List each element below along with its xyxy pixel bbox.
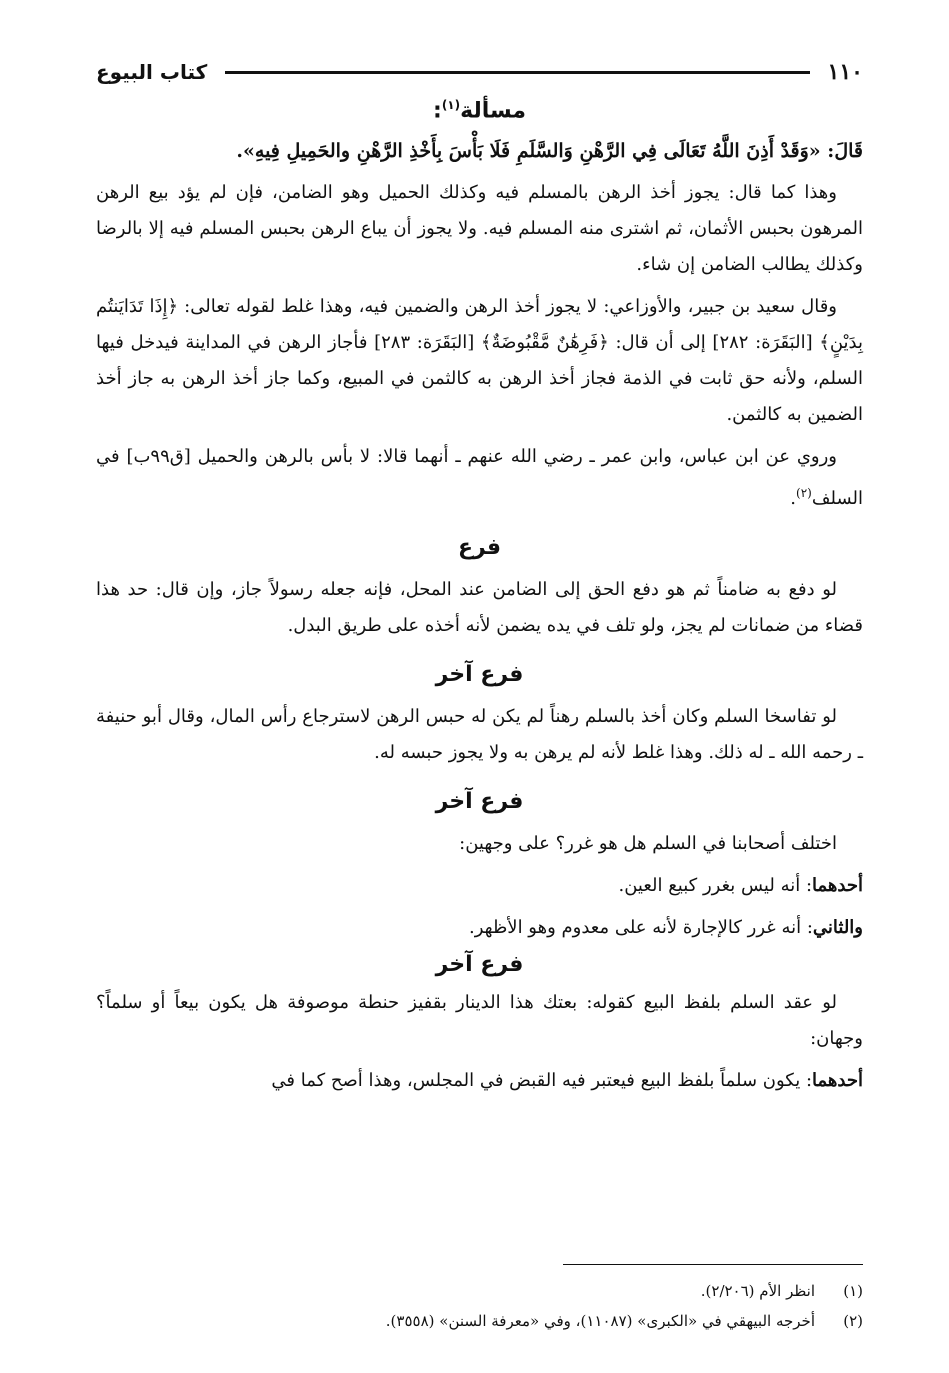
footnotes <box>96 1276 863 1336</box>
text-first: : أنه ليس بغرر كبيع العين. <box>618 875 813 897</box>
narration-end: . <box>790 488 797 510</box>
paragraph-far4-first <box>96 1063 863 1099</box>
footnote-text: أخرجه البيهقي في «الكبرى» (١١٠٨٧)، وفي «معرفة السنن» (٣٥٥٨). <box>385 1312 815 1330</box>
quoted-text: قَالَ: «وَقَدْ أَذِنَ اللَّهُ تَعَالَى فِي الرَّهْنِ وَالسَّلَمِ فَلَا بَأْسَ بِأَخْذِ الرَّهْنِ والحَمِيلِ فِيهِ». <box>236 140 863 163</box>
section-title-far4: فرع آخر <box>435 952 524 978</box>
header-rule <box>225 71 809 74</box>
page-header <box>96 52 863 92</box>
label-first: أحدهما <box>812 875 863 897</box>
paragraph-narration <box>96 439 863 517</box>
label-far4-first: أحدهما <box>812 1070 863 1092</box>
section-title-far3: فرع آخر <box>435 789 524 815</box>
paragraph-far3-second <box>96 910 863 946</box>
footnote-divider <box>563 1264 863 1265</box>
masala-colon: : <box>433 98 442 124</box>
footnote-ref-2[interactable]: (٢) <box>796 486 812 501</box>
paragraph-explanation: وهذا كما قال: يجوز أخذ الرهن بالمسلم فيه وكذلك الحميل وهو الضامن، فإن لم يؤد بيع الرهن المرهون بحبس الأثمان، ثم اشترى منه المسلم فيه. ولا يجوز أن يباع الرهن بحبس المسلم فيه إلا بالرضا وكذلك يطالب الضامن إن شاء. <box>96 182 863 276</box>
label-second: والثاني <box>812 917 863 939</box>
footnote-item <box>96 1306 863 1336</box>
footnote-number: (٢) <box>843 1312 863 1330</box>
paragraph-far4-intro: لو عقد السلم بلفظ البيع كقوله: بعتك هذا الدينار بقفيز حنطة موصوفة هل يكون بيعاً أو سلماً؟ وجهان: <box>96 992 863 1050</box>
text-second: : أنه غرر كالإجارة لأنه على معدوم وهو الأظهر. <box>469 917 813 939</box>
text-far4-first: : يكون سلماً بلفظ البيع فيعتبر فيه القبض في المجلس، وهذا أصح كما في <box>271 1070 813 1092</box>
paragraph-far2: لو تفاسخا السلم وكان أخذ بالسلم رهناً لم يكن له حبس الرهن لاسترجاع رأس المال، وقال أبو حنيفة ـ رحمه الله ـ له ذلك. وهذا غلط لأنه لم يرهن به ولا يجوز حبسه له. <box>96 706 863 764</box>
footnote-ref-1[interactable]: (١) <box>441 98 461 112</box>
paragraph-far1: لو دفع به ضامناً ثم هو دفع الحق إلى الضامن عند المحل، فإنه جعله رسولاً جاز، وإن قال: حد هذا قضاء من ضمانات لم يجز، ولو تلف في يده يضمن لأنه أخذه على طريق البدل. <box>96 579 863 637</box>
section-title-far1: فرع <box>457 535 502 561</box>
footnote-item <box>96 1276 863 1306</box>
book-title: كتاب البيوع <box>96 60 208 84</box>
footnote-text: انظر الأم (٢/٢٠٦). <box>700 1282 815 1300</box>
paragraph-opinions: وقال سعيد بن جبير، والأوزاعي: لا يجوز أخذ الرهن والضمين فيه، وهذا غلط لقوله تعالى: ﴿إِذَا تَدَايَنتُم بِدَيْنٍ﴾ [البَقَرَة: ٢٨٢] إلى أن قال: ﴿فَرِهَٰنٌ مَّقْبُوضَةٌ﴾ [البَقَرَة: ٢٨٣] فأجاز الرهن في المداينة فيدخل فيها السلم، ولأنه حق ثابت في الذمة فجاز أخذ الرهن به كالثمن في المبيع، وكما جاز أخذ الرهن به جاز أخذ الضمين به كالثمن. <box>96 296 863 426</box>
footnote-number: (١) <box>843 1282 863 1300</box>
masala-title: مسألة <box>460 98 526 124</box>
paragraph-far3-first <box>96 868 863 904</box>
masala-heading <box>96 98 863 123</box>
paragraph-far3-intro: اختلف أصحابنا في السلم هل هو غرر؟ على وجهين: <box>459 833 837 855</box>
section-title-far2: فرع آخر <box>435 662 524 688</box>
page-number: ١١٠ <box>827 59 863 85</box>
narration-text: وروي عن ابن عباس، وابن عمر ـ رضي الله عنهم ـ أنهما قالا: لا بأس بالرهن والحميل [ق٩٩ب] في السلف <box>96 446 863 510</box>
